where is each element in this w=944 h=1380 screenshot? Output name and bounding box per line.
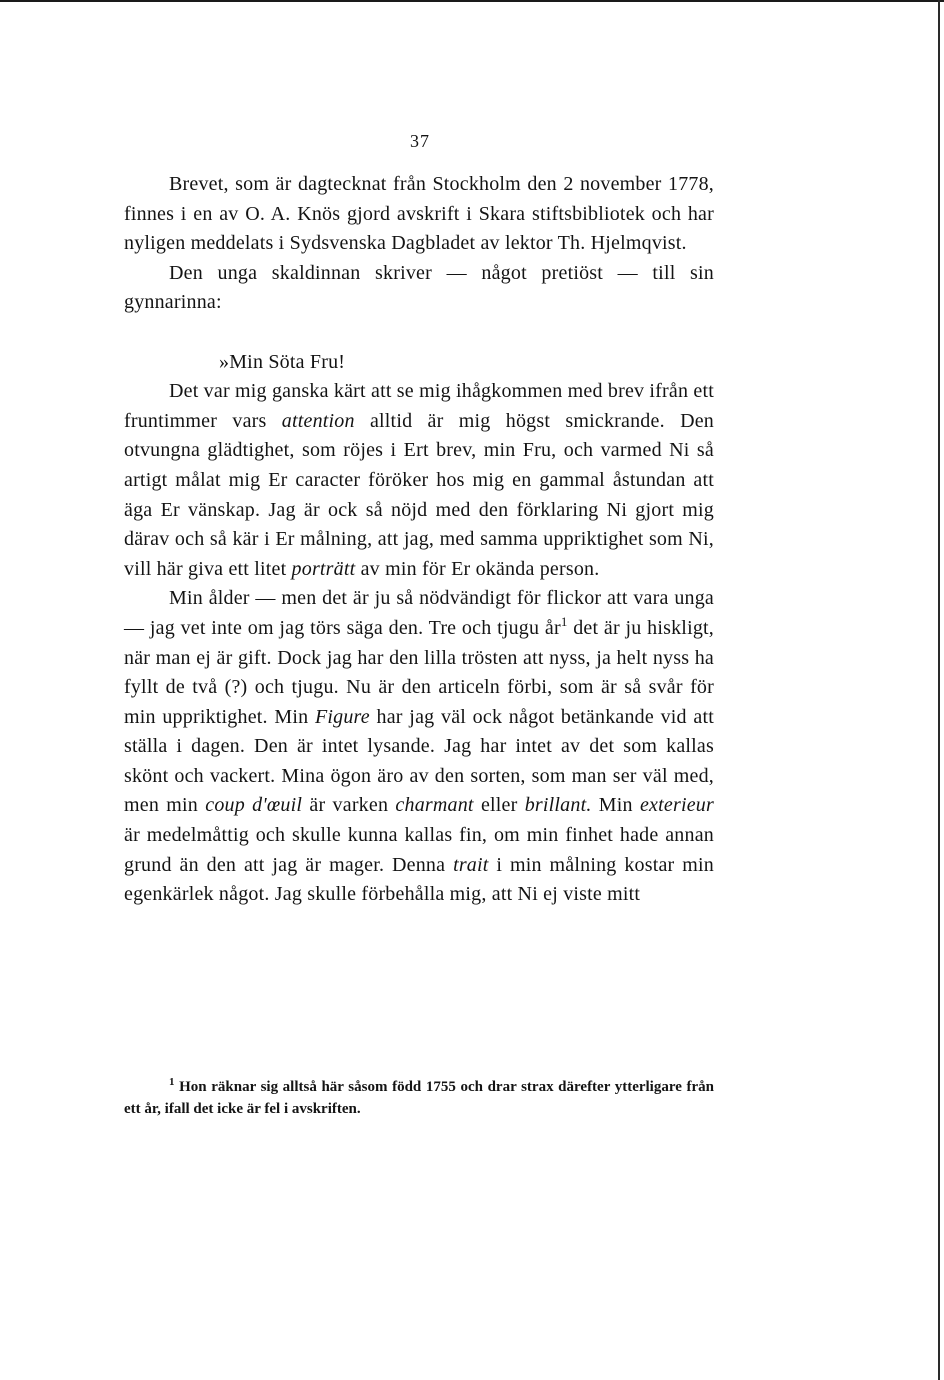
page-number: 37 — [410, 131, 430, 151]
text-run: av min för Er okända person. — [355, 557, 600, 580]
text-run: alltid är mig högst smickrande. Den otvungna glädtighet, som röjes i Ert brev, min Fru, och varmed Ni så artigt målat mig Er caracter föröker hos mig en gammal åstundan att äga Er vänskap. Jag är ock så nöjd med den förklaring Ni gjort mig därav och så kär i Er målning, att jag, med samma uppriktighet som Ni, vill här giva ett litet — [124, 409, 714, 580]
italic-word: charmant — [395, 794, 474, 817]
italic-word: trait — [453, 853, 489, 876]
italic-word: coup d'œuil — [205, 794, 303, 817]
top-border-line — [0, 0, 944, 2]
right-border-line — [938, 0, 940, 1380]
letter-salutation: »Min Söta Fru! — [219, 350, 346, 373]
text-run: i min målning kostar min egenkärlek något. Jag skulle förbehålla mig, att Ni ej viste mitt — [124, 853, 714, 906]
blank-line — [124, 318, 714, 348]
footnote-text: Hon räknar sig alltså här såsom född 1755 och drar strax därefter ytterligare från ett år, ifall det icke är fel i avskriften. — [124, 1079, 714, 1117]
text-run: Det var mig ganska kärt att se mig ihågkommen med brev ifrån ett fruntimmer vars — [124, 380, 714, 432]
footnote — [124, 1076, 714, 1120]
text-run: det är ju hiskligt, när man ej är gift. Dock jag har den lilla trösten att nyss, ja helt nyss ha fyllt de två (?) och tjugu. Nu är den articeln förbi, som är så svår för min uppriktighet. Min — [124, 616, 714, 728]
footnote-marker: 1 — [169, 1076, 175, 1088]
paragraph-lead-in: Den unga skaldinnan skriver — något pretiöst — till sin gynnarinna: — [124, 261, 714, 314]
italic-word: porträtt — [291, 557, 356, 580]
body-text — [124, 170, 714, 910]
text-run: Min — [591, 794, 640, 817]
italic-word: Figure — [314, 705, 370, 728]
italic-word: brillant. — [524, 794, 592, 817]
italic-word: exterieur — [639, 794, 714, 817]
text-run: är varken — [302, 794, 396, 817]
italic-word: attention — [281, 409, 355, 432]
text-run: är medelmåttig och skulle kunna kallas fin, om min finhet hade annan grund än den att jag är mager. Denna — [124, 824, 714, 876]
text-run: Min ålder — men det är ju så nödvändigt för flickor att vara unga — jag vet inte om jag törs säga den. Tre och tjugu år — [124, 587, 714, 639]
text-run: eller — [473, 794, 525, 817]
footnote-reference: 1 — [560, 613, 568, 629]
text-run: har jag väl ock något betänkande vid att ställa i dagen. Den är intet lysande. Jag har intet av det som kallas skönt och vackert. Mina ögon äro av den sorten, som man ser väl med, men min — [124, 705, 714, 817]
letter-paragraph-2 — [124, 584, 714, 910]
paragraph-intro: Brevet, som är dagtecknat från Stockholm den 2 november 1778, finnes i en av O. A. Knös gjord avskrift i Skara stiftsbibliotek och har nyligen meddelats i Sydsvenska Dagbladet av lektor Th. Hjelmqvist. — [124, 173, 714, 255]
letter-paragraph-1 — [124, 377, 714, 584]
